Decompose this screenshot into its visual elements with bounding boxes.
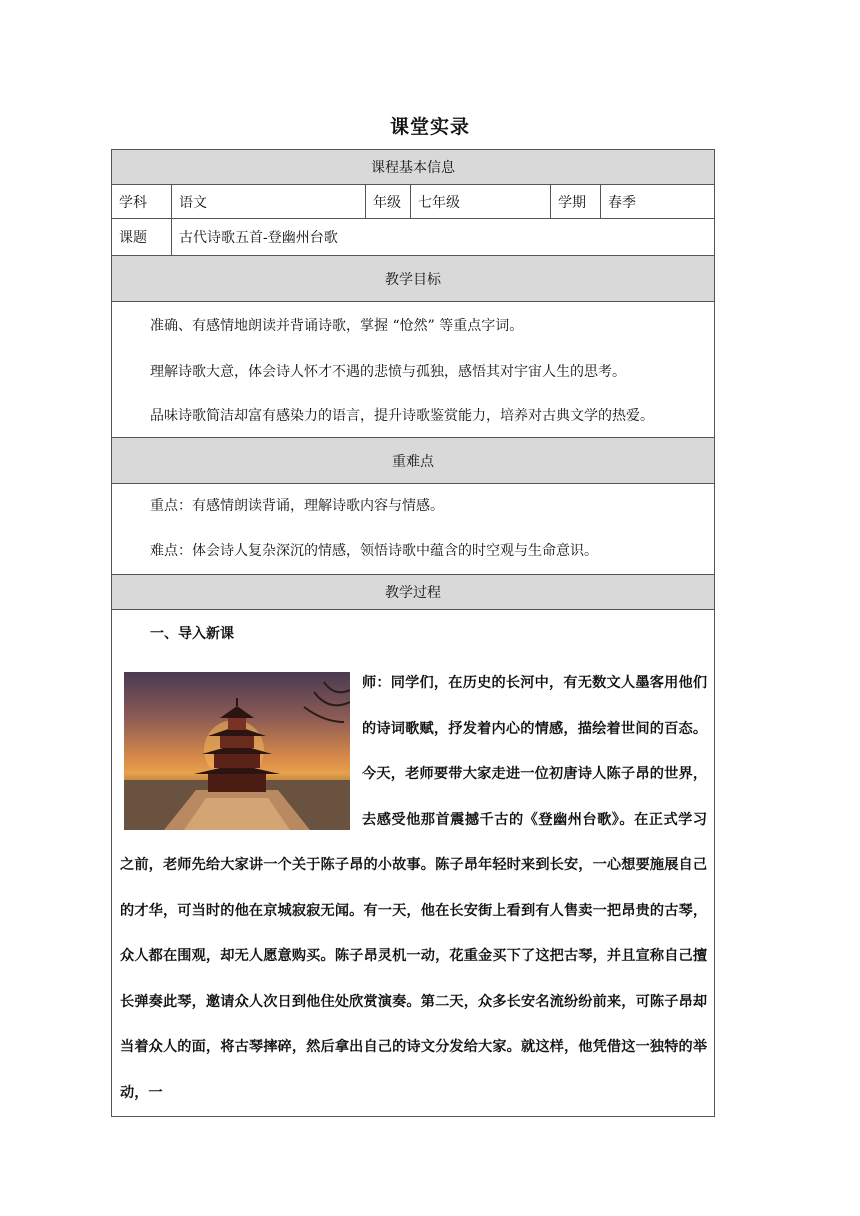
basic-info-header: 课程基本信息 <box>112 150 715 185</box>
key-point-item: 重点：有感情朗读背诵，理解诗歌内容与情感。 <box>150 498 444 514</box>
topic-label: 课题 <box>112 219 172 256</box>
goal-item: 品味诗歌简洁却富有感染力的语言，提升诗歌鉴赏能力，培养对古典文学的热爱。 <box>150 407 654 424</box>
topic-value: 古代诗歌五首-登幽州台歌 <box>172 219 715 256</box>
subject-value: 语文 <box>172 185 366 219</box>
page-title: 课堂实录 <box>389 116 470 138</box>
goals-header: 教学目标 <box>112 256 715 302</box>
key-points-header: 重难点 <box>112 438 715 484</box>
key-point-item: 难点：体会诗人复杂深沉的情感，领悟诗歌中蕴含的时空观与生命意识。 <box>150 543 598 559</box>
term-value: 春季 <box>601 185 715 219</box>
process-content <box>112 610 715 1117</box>
section-title: 一、导入新课 <box>150 626 234 642</box>
subject-label: 学科 <box>112 185 172 219</box>
term-label: 学期 <box>551 185 601 219</box>
goals-content <box>112 302 715 438</box>
intro-story-text: 师：同学们，在历史的长河中，有无数文人墨客用他们的诗词歌赋，抒发着内心的情感，描绘着世间的百态。今天，老师要带大家走进一位初唐诗人陈子昂的世界，去感受他那首震撼千古的《登幽州台歌》。在正式学习之前，老师先给大家讲一个关于陈子昂的小故事。陈子昂年轻时来到长安，一心想要施展自己的才华，可当时的他在京城寂寂无闻。有一天，他在长安街上看到有人售卖一把昂贵的古琴，众人都在围观，却无人愿意购买。陈子昂灵机一动，花重金买下了这把古琴，并且宣称自己擅长弹奏此琴，邀请众人次日到他住处欣赏演奏。第二天，众多长安名流纷纷前来，可陈子昂却当着众人的面，将古琴摔碎，然后拿出自己的诗文分发给大家。就这样，他凭借这一独特的举动，一 <box>120 675 708 1101</box>
goal-item: 理解诗歌大意，体会诗人怀才不遇的悲愤与孤独，感悟其对宇宙人生的思考。 <box>150 363 626 380</box>
process-header: 教学过程 <box>112 575 715 610</box>
grade-label: 年级 <box>366 185 411 219</box>
goal-item: 准确、有感情地朗读并背诵诗歌，掌握 “怆然” 等重点字词。 <box>150 317 524 334</box>
lesson-record-table <box>111 149 715 1117</box>
grade-value: 七年级 <box>411 185 551 219</box>
key-points-content <box>112 484 715 575</box>
pavilion-photo <box>124 672 350 830</box>
